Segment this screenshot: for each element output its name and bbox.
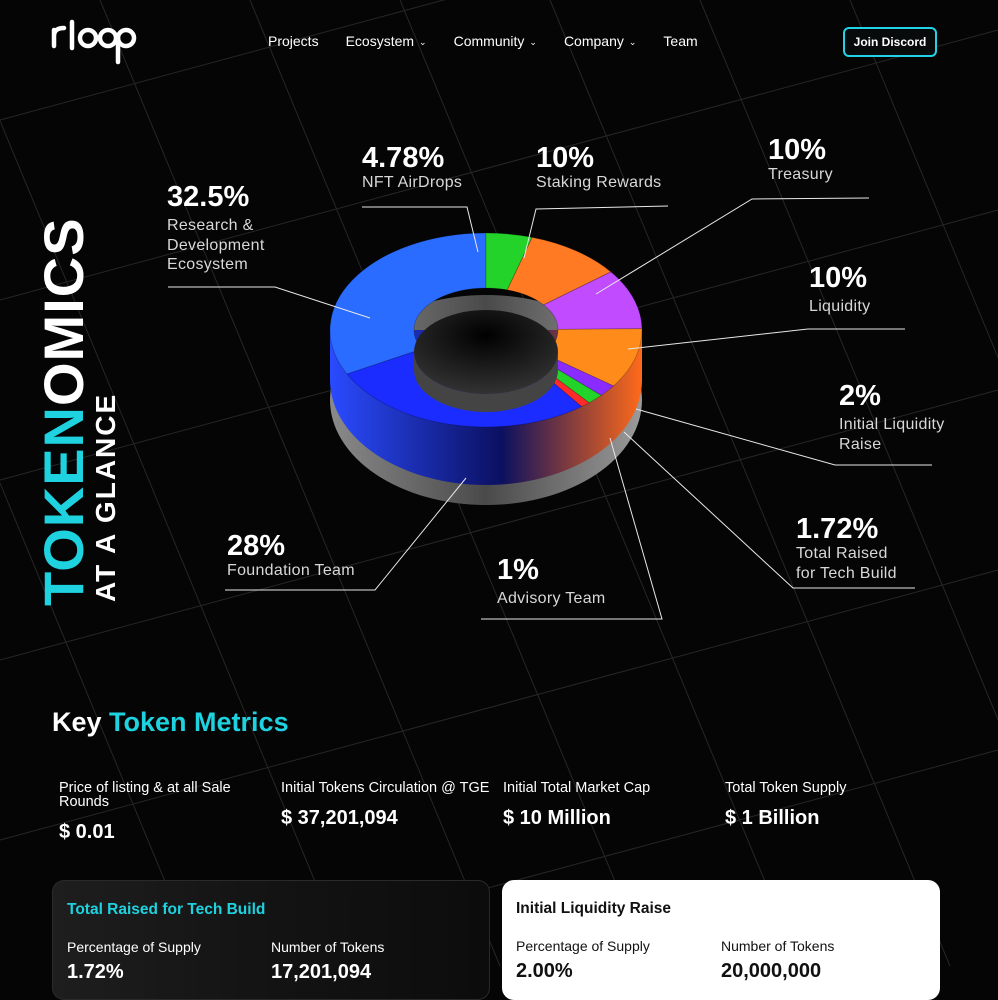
label-rnd: 32.5% Research & Development Ecosystem — [167, 181, 265, 273]
label-initial-liquidity: 2% Initial Liquidity Raise — [839, 380, 945, 453]
nav-ecosystem[interactable]: Ecosystem ⌄ — [345, 33, 427, 49]
donut-hole — [414, 310, 558, 394]
label-advisory-team: 1% Advisory Team — [497, 554, 606, 608]
chevron-down-icon: ⌄ — [529, 36, 537, 47]
chevron-down-icon: ⌄ — [419, 36, 427, 47]
leader-line-liquidity — [628, 329, 905, 349]
nav-projects[interactable]: Projects — [268, 33, 319, 49]
metric-initial-circulation: Initial Tokens Circulation @ TGE $ 37,201,094 — [281, 780, 490, 829]
page-title: TOKENOMICS — [32, 217, 95, 606]
nav-team[interactable]: Team — [663, 33, 698, 49]
label-liquidity: 10% Liquidity — [809, 262, 871, 316]
label-treasury: 10% Treasury — [768, 134, 833, 184]
card-tech-build: Total Raised for Tech Build Percentage of Supply 1.72% Number of Tokens 17,201,094 — [52, 880, 490, 1000]
chevron-down-icon: ⌄ — [628, 36, 637, 47]
label-staking-rewards: 10% Staking Rewards — [536, 142, 662, 192]
key-token-metrics-heading: Key Token Metrics — [52, 707, 289, 737]
join-discord-button[interactable]: Join Discord — [843, 27, 937, 57]
label-nft-airdrops: 4.78% NFT AirDrops — [362, 142, 463, 192]
metric-total-supply: Total Token Supply $ 1 Billion — [725, 780, 847, 829]
metric-market-cap: Initial Total Market Cap $ 10 Million — [503, 780, 651, 829]
metric-price-listing: Price of listing & at all Sale Rounds $ 0.01 — [59, 780, 231, 843]
nav-company[interactable]: Company ⌄ — [563, 33, 637, 49]
nav-community[interactable]: Community ⌄ — [453, 33, 537, 49]
label-foundation-team: 28% Foundation Team — [227, 530, 355, 580]
page-subtitle: AT A GLANCE — [90, 392, 121, 602]
card-initial-liquidity: Initial Liquidity Raise Percentage of Supply 2.00% Number of Tokens 20,000,000 — [502, 880, 940, 1000]
label-tech-build: 1.72% Total Raised for Tech Build — [796, 513, 897, 582]
